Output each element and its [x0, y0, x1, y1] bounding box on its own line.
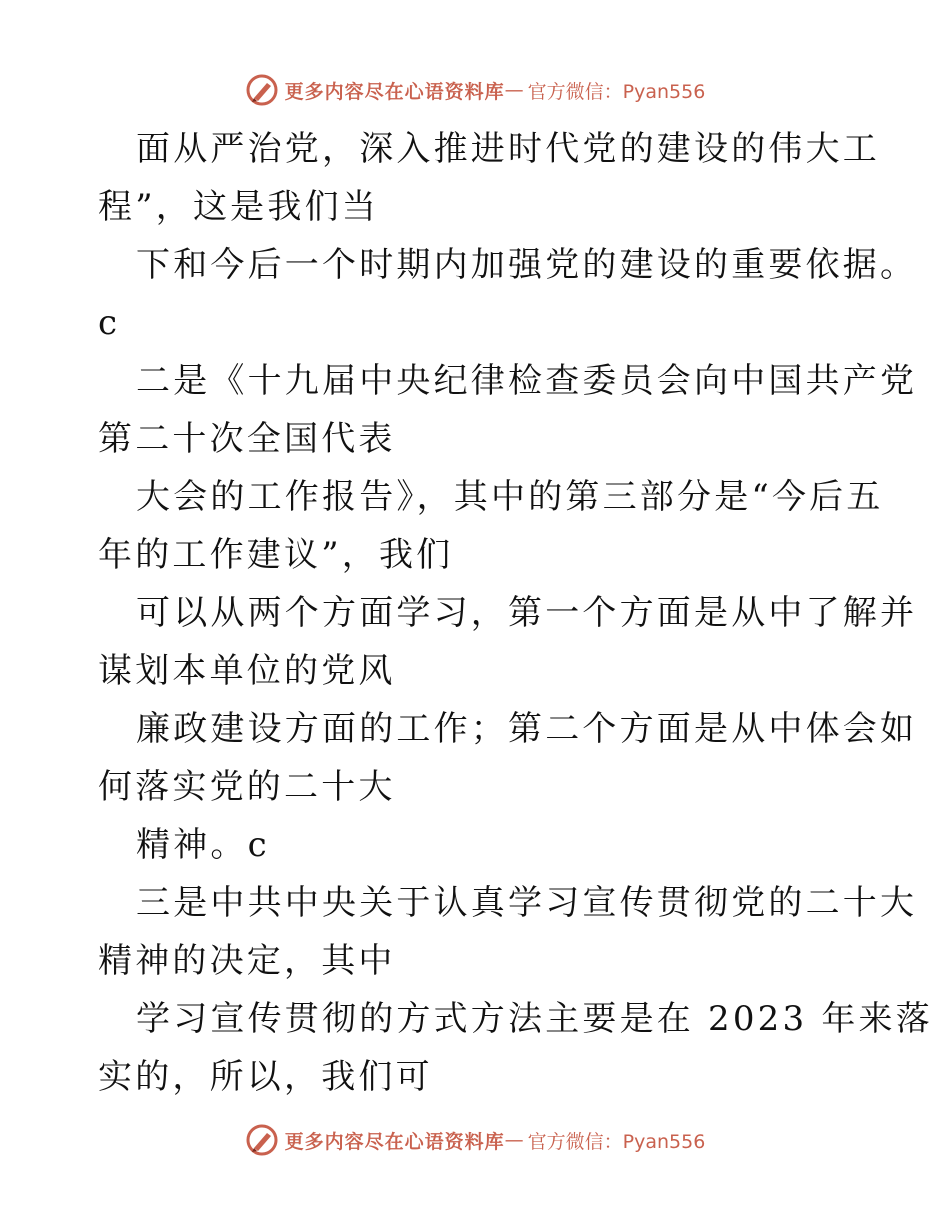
document-body [98, 120, 933, 1106]
banner-separator: — [504, 1129, 524, 1151]
banner-wechat: 官方微信：Pyan556 [527, 80, 706, 103]
banner-wechat: 官方微信：Pyan556 [527, 1130, 706, 1153]
text-line: 精神。c [136, 825, 270, 865]
banner-text: 更多内容尽在心语资料库 [284, 1130, 505, 1153]
text-line: 廉政建设方面的工作；第二个方面是从中体会如 [136, 709, 918, 749]
text-line: 程”，这是我们当 [98, 187, 379, 227]
text-line: 何落实党的二十大 [98, 767, 396, 807]
text-line: 实的，所以，我们可 [98, 1057, 433, 1097]
text-line: 可以从两个方面学习，第一个方面是从中了解并 [136, 593, 918, 633]
text-line: 面从严治党，深入推进时代党的建设的伟大工 [136, 129, 880, 169]
text-line: 学习宣传贯彻的方式方法主要是在 2023 年来落 [136, 999, 933, 1039]
text-line: 三是中共中央关于认真学习宣传贯彻党的二十大 [136, 883, 918, 923]
header-banner [0, 70, 950, 110]
pen-logo-icon [245, 1123, 279, 1157]
text-line: 精神的决定，其中 [98, 941, 396, 981]
pen-logo-icon [245, 73, 279, 107]
banner-text: 更多内容尽在心语资料库 [284, 80, 505, 103]
text-line: 年的工作建议”，我们 [98, 535, 454, 575]
banner-separator: — [504, 79, 524, 101]
text-line: 二是《十九届中央纪律检查委员会向中国共产党 [136, 361, 918, 401]
text-line: 下和今后一个时期内加强党的建设的重要依据。 [136, 245, 918, 285]
footer-banner [0, 1120, 950, 1160]
text-line: c [98, 303, 121, 343]
text-line: 第二十次全国代表 [98, 419, 396, 459]
text-line: 大会的工作报告》，其中的第三部分是“今后五 [136, 477, 884, 517]
text-line: 谋划本单位的党风 [98, 651, 396, 691]
